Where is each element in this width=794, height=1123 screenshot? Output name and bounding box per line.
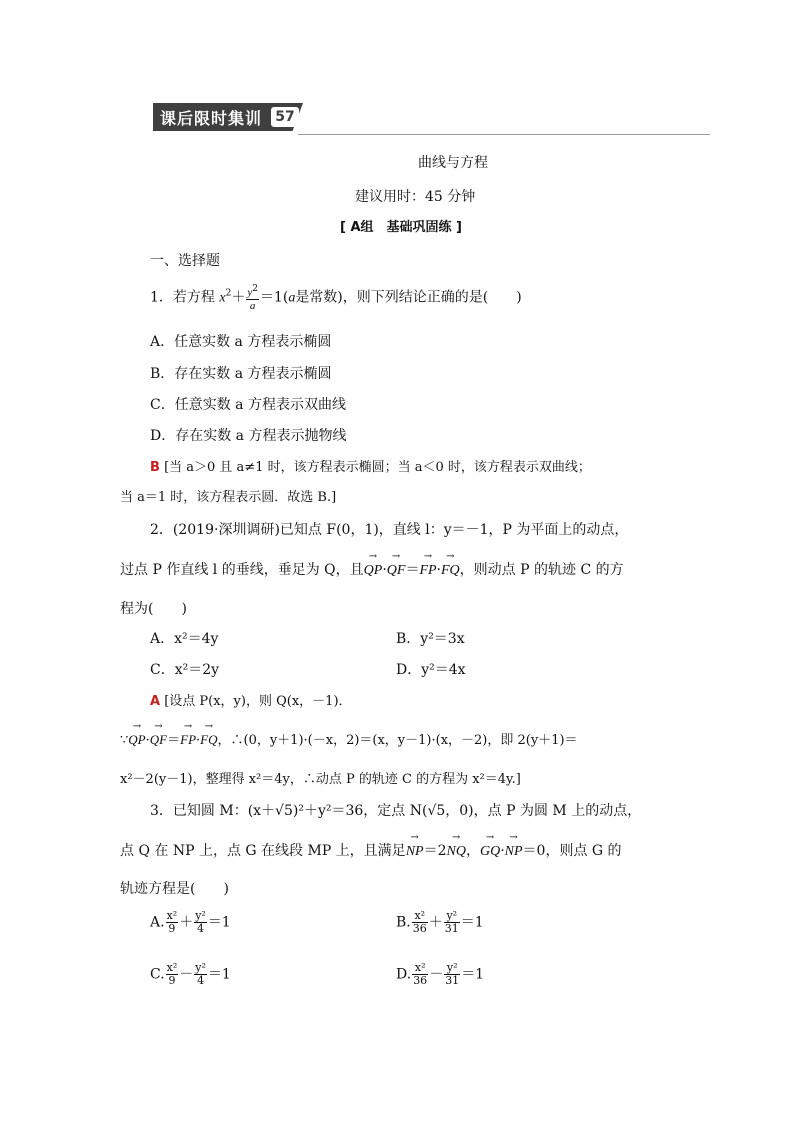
q2-answer-line3: x²－2(y－1)，整理得 x²＝4y，∴动点 P 的轨迹 C 的方程为 x²＝4y.]: [120, 772, 521, 787]
q1-answer-letter: B: [150, 460, 160, 475]
q3-option-c: C. $\frac{\text{x²}}{9}$ － $\frac{\text{y²}}{4}$ ＝1: [150, 961, 231, 987]
q2-line2: 过点 P 作直线 l 的垂线，垂足为 Q，且→ QP·→ QF＝→ FP·→ FQ，则动点 P 的轨迹 C 的方: [120, 559, 624, 579]
q3-line2: 点 Q 在 NP 上，点 G 在线段 MP 上，且满足→ NP＝2→ NQ，→ GQ·→ NP＝0，则点 G 的: [120, 840, 622, 860]
q2-option-c: C．x²＝2y: [150, 662, 220, 678]
q3-option-d: D. $\frac{\text{x²}}{36}$ － $\frac{\text{y²}}{31}$ ＝1: [396, 961, 485, 987]
q2-answer-letter: A: [150, 694, 161, 709]
topic-title: 曲线与方程: [418, 155, 488, 171]
q3-option-b: B. $\frac{\text{x²}}{36}$ ＋ $\frac{\text{y²}}{31}$ ＝1: [396, 909, 484, 935]
q2-line3: 程为( ): [120, 601, 187, 617]
q2-line1: 2．(2019·深圳调研)已知点 F(0，1)，直线 l：y＝－1，P 为平面上的动点，: [150, 522, 629, 538]
header-banner: [153, 103, 311, 133]
header-rule: [298, 134, 710, 135]
q2-answer-line2: ∵→ QP·→ QF＝→ FP·→ FQ，∴(0，y＋1)·(－x，2)＝(x，y－1)·(x，－2)，即 2(y＋1)＝: [120, 729, 578, 748]
q2-option-b: B．y²＝3x: [396, 631, 465, 647]
q2-option-a: A．x²＝4y: [150, 631, 219, 647]
q1-answer-line2: 当 a＝1 时，该方程表示圆．故选 B.]: [120, 490, 337, 505]
q3-option-a: A. $\frac{\text{x²}}{9}$ ＋ $\frac{\text{y²}}{4}$ ＝1: [150, 909, 231, 935]
q2-answer-line1: A [设点 P(x，y)，则 Q(x，－1)．: [150, 694, 352, 709]
q1-option-b: B．存在实数 a 方程表示椭圆: [150, 366, 332, 382]
q3-line1: 3．已知圆 M：(x＋√5)²＋y²＝36，定点 N(√5，0)，点 P 为圆 M 上的动点，: [150, 803, 642, 819]
section-heading: 一、选择题: [150, 253, 220, 269]
q3-line3: 轨迹方程是( ): [120, 881, 229, 897]
q1-option-c: C．任意实数 a 方程表示双曲线: [150, 397, 346, 413]
q1-option-a: A．任意实数 a 方程表示椭圆: [150, 334, 332, 350]
time-suggestion: 建议用时：45 分钟: [355, 189, 476, 205]
q2-option-d: D．y²＝4x: [396, 662, 466, 678]
q1-stem: 1．若方程 $x^2+$ $\frac{y^2}{a}$ ＝1(a是常数)，则下列结论正确的是( ): [150, 284, 522, 312]
group-label: A组 基础巩固练: [350, 220, 452, 235]
banner-number: 57: [271, 107, 299, 127]
q1-answer-line1: B [当 a＞0 且 a≠1 时，该方程表示椭圆；当 a＜0 时，该方程表示双曲线；: [150, 460, 591, 475]
group-heading: [ A组 基础巩固练 ]: [340, 220, 462, 235]
q1-option-d: D．存在实数 a 方程表示抛物线: [150, 428, 347, 444]
banner-label: 课后限时集训: [160, 109, 263, 128]
